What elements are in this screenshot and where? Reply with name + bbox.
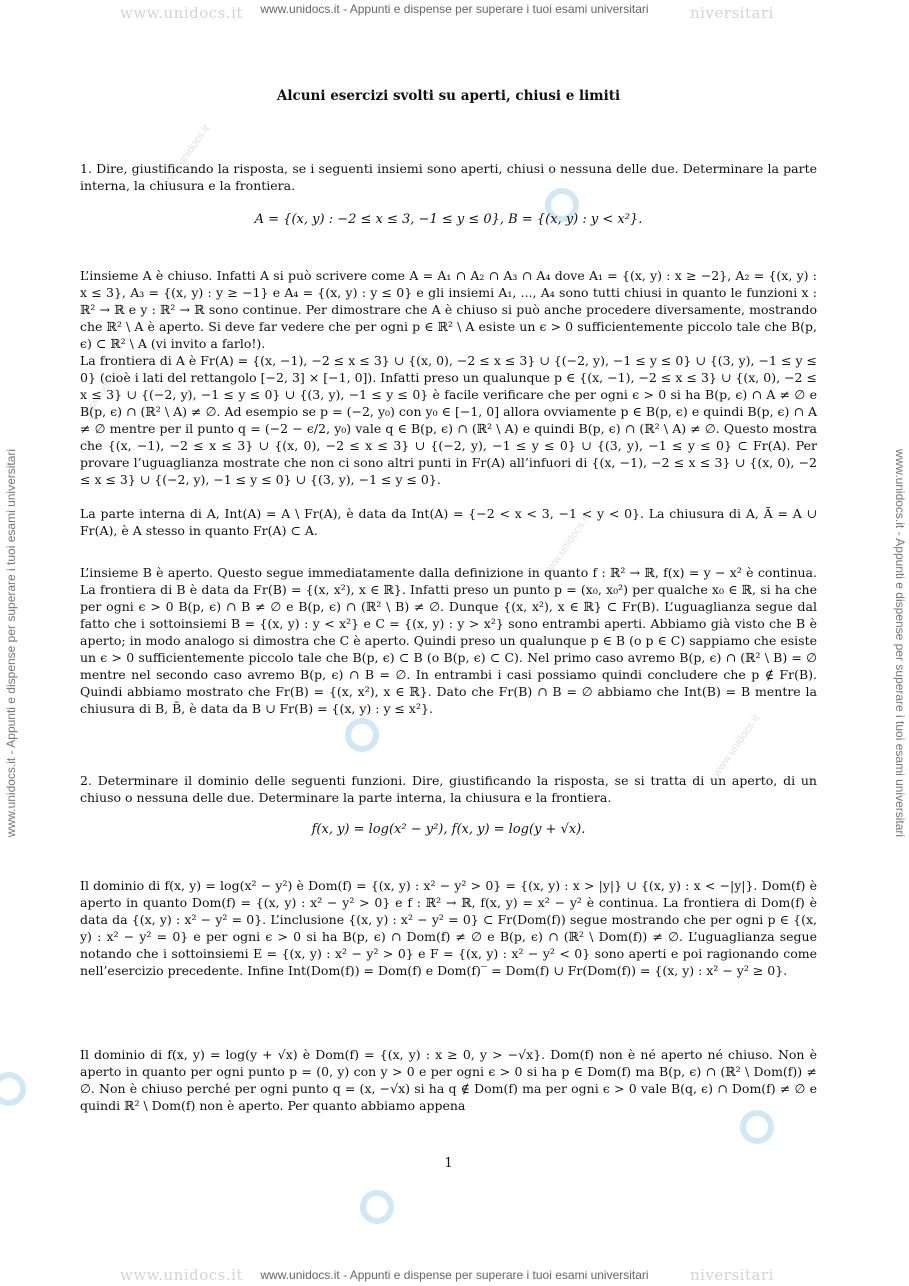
exercise-1-formula: A = {(x, y) : −2 ≤ x ≤ 3, −1 ≤ y ≤ 0}, B = {(x, y) : y < x²}.	[254, 212, 643, 227]
paragraph-domain-log: Il dominio di f(x, y) = log(x² − y²) è Dom(f) = {(x, y) : x² − y² > 0} = {(x, y) : x > |y|} ∪ {(x, y) : x < −|y|}. Dom(f) è aperto in quanto Dom(f) = {(x, y) : x² − y² > 0} e f : ℝ² → ℝ, f(x, y) = x² − y² è continua. La frontiera di Dom(f) è data da {(x, y) : x² − y² = 0}. L’inclusione {(x, y) : x² − y² = 0} ⊂ Fr(Dom(f)) segue mostrando che per ogni p ∈ {(x, y) : x² − y² = 0} e per ogni ϵ > 0 si ha B(p, ϵ) ∩ Dom(f) ≠ ∅ e B(p, ϵ) ∩ (ℝ² \ Dom(f)) ≠ ∅. L’uguaglianza segue notando che i sottoinsiemi E = {(x, y) : x² − y² > 0} e F = {(x, y) : x² − y² < 0} sono aperti e poi ragionando come nell’esercizio precedente. Infine Int(Dom(f)) = Dom(f) e Dom(f)‾ = Dom(f) ∪ Fr(Dom(f)) = {(x, y) : x² − y² ≥ 0}.	[80, 878, 817, 978]
paragraph-set-b: L’insieme B è aperto. Questo segue immediatamente dalla definizione in quanto f : ℝ² → ℝ, f(x) = y − x² è continua. La frontiera di B è data da Fr(B) = {(x, x²), x ∈ ℝ}. Infatti preso un punto p = (x₀, x₀²) per qualche x₀ ∈ ℝ, si ha che per ogni ϵ > 0 B(p, ϵ) ∩ B ≠ ∅ e B(p, ϵ) ∩ (ℝ² \ B) ≠ ∅. Dunque {(x, x²), x ∈ ℝ} ⊂ Fr(B). L’uguaglianza segue dal fatto che i sottoinsiemi B = {(x, y) : y < x²} e C = {(x, y) : y > x²} sono entrambi aperti. Abbiamo già visto che B è aperto; in modo analogo si dimostra che C è aperto. Quindi preso un qualunque p ∈ B (o p ∈ C) sappiamo che esiste un ϵ > 0 sufficientemente piccolo tale che B(p, ϵ) ⊂ B (o B(p, ϵ) ⊂ C). Nel primo caso avremo B(p, ϵ) ∩ (ℝ² \ B) = ∅ mentre nel secondo caso avremo B(p, ϵ) ∩ B = ∅. In entrambi i casi possiamo quindi concludere che p ∉ Fr(B). Quindi abbiamo mostrato che Fr(B) = {(x, x²), x ∈ ℝ}. Dato che Fr(B) ∩ B = ∅ abbiamo che Int(B) = B mentre la chiusura di B, B̄, è data da B ∪ Fr(B) = {(x, y) : y ≤ x²}.	[80, 565, 817, 716]
watermark-left-text: www.unidocs.it - Appunti e dispense per superare i tuoi esami universitari	[4, 448, 18, 838]
paragraph-set-a-interior: La parte interna di A, Int(A) = A \ Fr(A), è data da Int(A) = {−2 < x < 3, −1 < y < 0}. La chiusura di A, Ā = A ∪ Fr(A), è A stesso in quanto Fr(A) ⊂ A.	[80, 506, 817, 538]
watermark-diagonal-4: www.unidocs.it	[80, 352, 133, 420]
watermark-right-text: www.unidocs.it - Appunti e dispense per superare i tuoi esami universitari	[893, 448, 907, 838]
paragraph-set-a-boundary: La frontiera di A è Fr(A) = {(x, −1), −2 ≤ x ≤ 3} ∪ {(x, 0), −2 ≤ x ≤ 3} ∪ {(−2, y), −1 ≤ y ≤ 0} ∪ {(3, y), −1 ≤ y ≤ 0} (cioè i lati del rettangolo [−2, 3] × [−1, 0]). Infatti preso un qualunque p ∈ {(x, −1), −2 ≤ x ≤ 3} ∪ {(x, 0), −2 ≤ x ≤ 3} ∪ {(−2, y), −1 ≤ y ≤ 0} ∪ {(3, y), −1 ≤ y ≤ 0} è facile verificare che per ogni ϵ > 0 si ha B(p, ϵ) ∩ A ≠ ∅ e B(p, ϵ) ∩ (ℝ² \ A) ≠ ∅. Ad esempio se p = (−2, y₀) con y₀ ∈ [−1, 0] allora ovviamente p ∈ B(p, ϵ) e quindi B(p, ϵ) ∩ A ≠ ∅ mentre per il punto q = (−2 − ϵ/2, y₀) vale q ∈ B(p, ϵ) ∩ (ℝ² \ A) e quindi B(p, ϵ) ∩ (ℝ² \ A) ≠ ∅. Questo mostra che {(x, −1), −2 ≤ x ≤ 3} ∪ {(x, 0), −2 ≤ x ≤ 3} ∪ {(−2, y), −1 ≤ y ≤ 0} ∪ {(3, y), −1 ≤ y ≤ 0} ⊂ Fr(A). Per provare l’uguaglianza mostrate che non ci sono altri punti in Fr(A) all’infuori di {(x, −1), −2 ≤ x ≤ 3} ∪ {(x, 0), −2 ≤ x ≤ 3} ∪ {(−2, y), −1 ≤ y ≤ 0} ∪ {(3, y), −1 ≤ y ≤ 0}.	[80, 353, 817, 487]
paragraph-domain-sqrt: Il dominio di f(x, y) = log(y + √x) è Dom(f) = {(x, y) : x ≥ 0, y > −√x}. Dom(f) non è né aperto né chiuso. Non è aperto in quanto per ogni punto p = (0, y) con y > 0 e per ogni ϵ > 0 si ha p ∈ Dom(f) ma B(p, ϵ) ∩ (ℝ² \ Dom(f)) ≠ ∅. Non è chiuso perché per ogni punto q = (x, −√x) si ha q ∉ Dom(f) ma per ogni ϵ > 0 vale B(q, ϵ) ∩ Dom(f) ≠ ∅ e quindi ℝ² \ Dom(f) non è aperto. Per quanto abbiamo appena	[80, 1047, 817, 1113]
exercise-1-prompt: 1. Dire, giustificando la risposta, se i seguenti insiemi sono aperti, chiusi o nessuna delle due. Determinare la parte interna, la chiusura e la frontiera.	[80, 161, 817, 193]
watermark-logo-icon	[0, 1072, 26, 1106]
watermark-ghost-bottom-left: www.unidocs.it	[120, 1266, 243, 1284]
watermark-diagonal-2: www.unidocs.it	[540, 512, 593, 580]
exercise-2-prompt: 2. Determinare il dominio delle seguenti funzioni. Dire, giustificando la risposta, se si tratta di un aperto, di un chiuso o nessuna delle due. Determinare la parte interna, la chiusura e la frontiera.	[80, 773, 817, 805]
document-title: Alcuni esercizi svolti su aperti, chiusi e limiti	[276, 88, 621, 104]
paragraph-set-a-closed: L’insieme A è chiuso. Infatti A si può scrivere come A = A₁ ∩ A₂ ∩ A₃ ∩ A₄ dove A₁ = {(x, y) : x ≥ −2}, A₂ = {(x, y) : x ≤ 3}, A₃ = {(x, y) : y ≥ −1} e A₄ = {(x, y) : y ≤ 0} e gli insiemi A₁, ..., A₄ sono tutti chiusi in quanto le funzioni x : ℝ² → ℝ e y : ℝ² → ℝ sono continue. Per dimostrare che A è chiuso si può anche procedere diversamente, mostrando che ℝ² \ A è aperto. Si deve far vedere che per ogni p ∈ ℝ² \ A esiste un ϵ > 0 sufficientemente piccolo tale che B(p, ϵ) ⊂ ℝ² \ A (vi invito a farlo!).	[80, 268, 817, 351]
exercise-2-formula: f(x, y) = log(x² − y²), f(x, y) = log(y + √x).	[311, 822, 586, 837]
watermark-diagonal-1: www.unidocs.it	[160, 122, 213, 190]
watermark-ghost-right: niversitari	[690, 4, 774, 22]
watermark-ghost-bottom-right: niversitari	[690, 1266, 774, 1284]
watermark-logo-icon	[740, 1110, 774, 1144]
watermark-bottom-text[interactable]: www.unidocs.it - Appunti e dispense per superare i tuoi esami universitari	[260, 1268, 649, 1282]
watermark-logo-icon	[345, 718, 379, 752]
watermark-ghost-left: www.unidocs.it	[120, 4, 243, 22]
page-number: 1	[444, 1156, 453, 1171]
watermark-top-text[interactable]: www.unidocs.it - Appunti e dispense per superare i tuoi esami universitari	[260, 2, 649, 16]
watermark-diagonal-3: www.unidocs.it	[710, 712, 763, 780]
watermark-logo-icon	[360, 1190, 394, 1224]
